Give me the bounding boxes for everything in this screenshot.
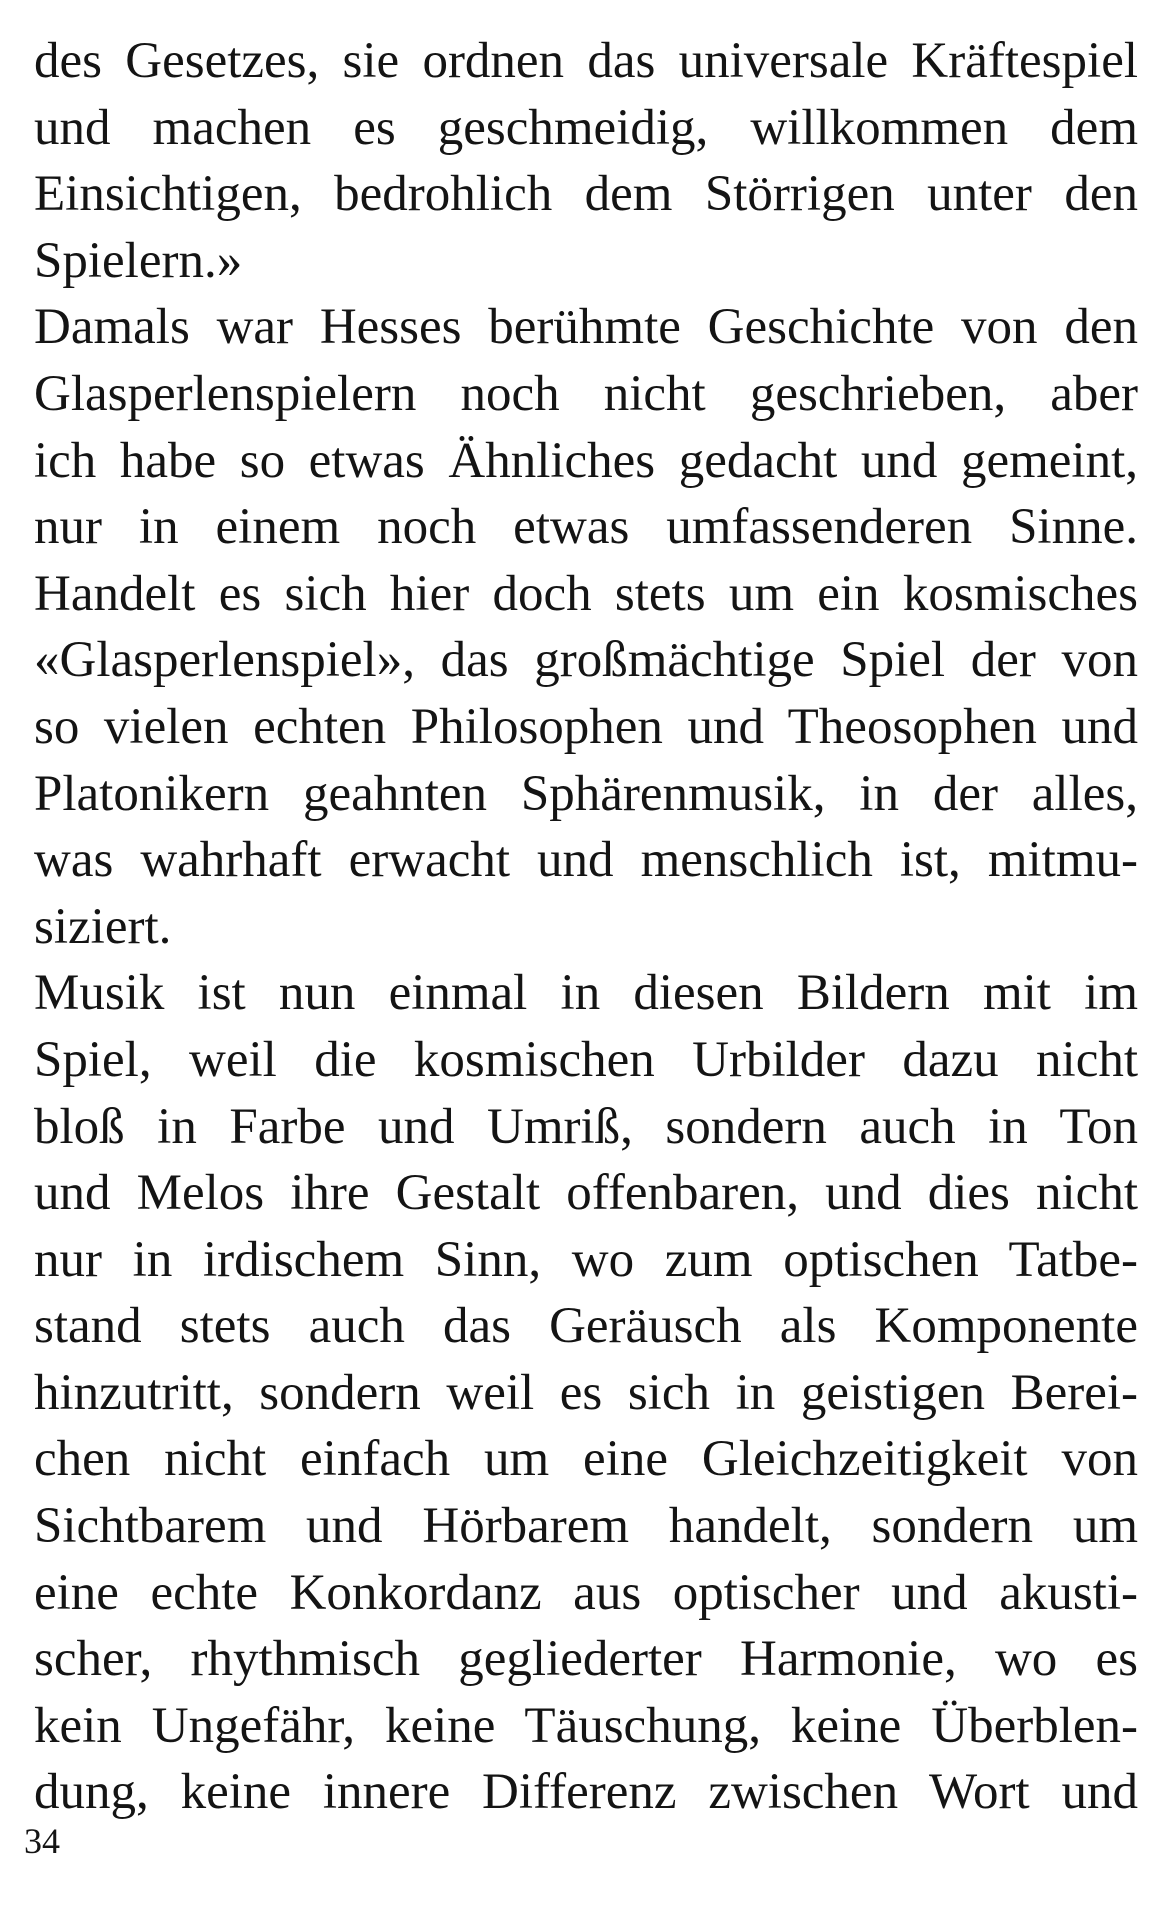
text-line: des Gesetzes, sie ordnen das universale Kräftespiel xyxy=(34,33,1138,89)
text-line: eine echte Konkordanz aus optischer und akusti- xyxy=(34,1564,1138,1621)
text-line: bloß in Farbe und Umriß, sondern auch in Ton xyxy=(34,1098,1138,1155)
text-line: Spiel, weil die kosmischen Urbilder dazu nicht xyxy=(34,1031,1138,1088)
text-line: nur in irdischem Sinn, wo zum optischen Tatbe- xyxy=(34,1231,1138,1288)
text-line: und Melos ihre Gestalt offenbaren, und dies nicht xyxy=(34,1165,1138,1222)
text-line: Glasperlenspielern noch nicht geschrieben, aber xyxy=(34,365,1138,422)
text-line: kein Ungefähr, keine Täuschung, keine Überblen- xyxy=(34,1697,1138,1754)
text-line: Platonikern geahnten Sphärenmusik, in der alles, xyxy=(34,765,1138,822)
text-line: siziert. xyxy=(34,898,172,955)
text-line: dung, keine innere Differenz zwischen Wort und xyxy=(34,1764,1138,1821)
text-line: was wahrhaft erwacht und menschlich ist, mitmu- xyxy=(34,832,1138,889)
text-line: chen nicht einfach um eine Gleichzeitigkeit von xyxy=(34,1431,1138,1488)
text-line: Spielern.» xyxy=(34,232,243,289)
text-line: Sichtbarem und Hörbarem handelt, sondern um xyxy=(34,1498,1138,1555)
page-number: 34 xyxy=(24,1821,60,1861)
body-text xyxy=(34,28,1138,1826)
text-line: nur in einem noch etwas umfassenderen Sinne. xyxy=(34,499,1138,556)
text-line: so vielen echten Philosophen und Theosophen und xyxy=(34,698,1138,755)
text-line: «Glasperlenspiel», das großmächtige Spiel der von xyxy=(34,632,1138,689)
text-line: hinzutritt, sondern weil es sich in geistigen Berei- xyxy=(34,1364,1138,1421)
text-line: Einsichtigen, bedrohlich dem Störrigen unter den xyxy=(34,166,1138,223)
text-line: Handelt es sich hier doch stets um ein kosmisches xyxy=(34,565,1138,622)
text-line: stand stets auch das Geräusch als Komponente xyxy=(34,1298,1138,1355)
text-line: ich habe so etwas Ähnliches gedacht und gemeint, xyxy=(34,432,1138,489)
text-line: Musik ist nun einmal in diesen Bildern mit im xyxy=(34,965,1138,1022)
text-line: und machen es geschmeidig, willkommen dem xyxy=(34,99,1138,156)
text-line: Damals war Hesses berühmte Geschichte von den xyxy=(34,299,1138,356)
text-line: scher, rhythmisch gegliederter Harmonie, wo es xyxy=(34,1631,1138,1688)
